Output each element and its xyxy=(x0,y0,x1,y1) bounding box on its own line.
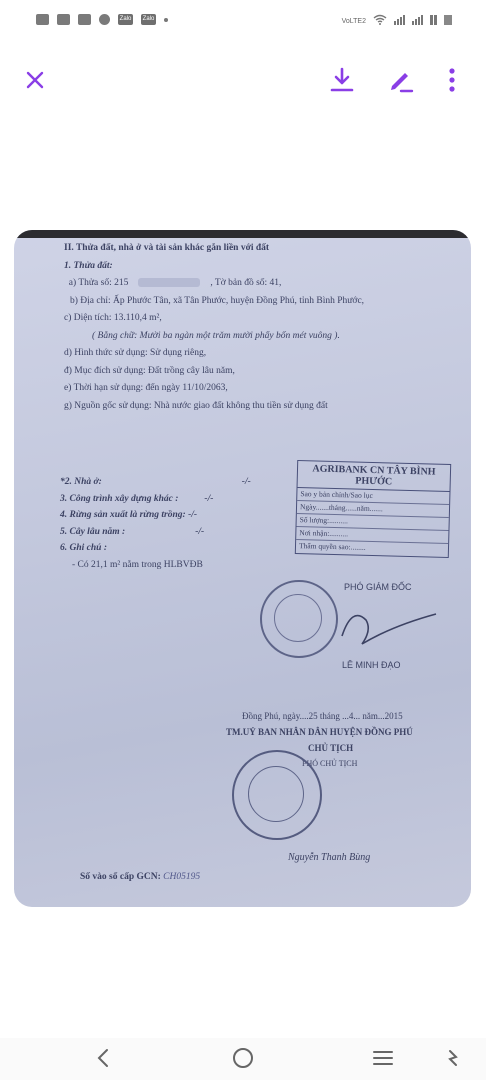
issuer-line1: TM.UỶ BAN NHÂN DÂN HUYỆN ĐỒNG PHÚ xyxy=(226,727,413,737)
recents-icon xyxy=(372,1049,394,1067)
signal-icon xyxy=(394,15,405,25)
back-button[interactable] xyxy=(86,1042,120,1074)
gcn-number-line xyxy=(80,872,200,882)
photos-icon xyxy=(36,14,49,25)
usage-form: d) Hình thức sử dụng: Sử dụng riêng, xyxy=(64,348,207,358)
zalo-icon: Zalo xyxy=(118,14,133,25)
news-icon xyxy=(78,14,91,25)
deputy-name: LÊ MINH ĐẠO xyxy=(342,660,401,670)
edit-button[interactable] xyxy=(383,62,419,98)
gcn-value: CH05195 xyxy=(163,872,201,882)
app-toolbar xyxy=(0,52,486,108)
signal-icon-2 xyxy=(412,15,423,25)
status-left-icons xyxy=(36,14,168,25)
dot-icon xyxy=(164,18,168,22)
gallery-icon xyxy=(57,14,70,25)
works-value: -/- xyxy=(204,493,214,504)
perennial-label: 5. Cây lâu năm : xyxy=(60,526,126,537)
issuer-line2: CHỦ TỊCH xyxy=(308,743,354,753)
more-options-button[interactable] xyxy=(434,62,470,98)
note-title: 6. Ghi chú : xyxy=(60,543,107,553)
map-sheet: , Tờ bản đồ số: 41, xyxy=(210,278,282,288)
stamp-row: Ngày.......tháng......năm....... xyxy=(297,501,449,518)
close-icon xyxy=(24,69,46,91)
other-assets-section xyxy=(60,474,251,573)
parcel-number: a) Thửa số: 215 xyxy=(68,278,129,288)
battery-icon xyxy=(444,15,452,25)
usage-purpose: đ) Mục đích sử dụng: Đất trồng cây lâu năm, xyxy=(64,365,235,376)
section-title: II. Thửa đất, nhà ở và tài sản khác gắn liền với đất xyxy=(64,243,270,253)
system-nav-bar xyxy=(0,1038,486,1080)
issuer-line3: PHÓ CHỦ TỊCH xyxy=(302,759,358,768)
wifi-icon xyxy=(373,14,387,25)
zalo-icon: Zalo xyxy=(141,14,156,25)
status-right-icons xyxy=(342,14,452,25)
parcel-title: 1. Thửa đất: xyxy=(64,260,113,271)
status-bar xyxy=(0,0,486,44)
forest-label: 4. Rừng sản xuất là rừng trồng xyxy=(60,510,183,520)
note-body: - Có 21,1 m² nằm trong HLBVĐB xyxy=(72,559,203,570)
house-value: -/- xyxy=(241,477,251,487)
usage-origin: g) Nguồn gốc sử dụng: Nhà nước giao đất không thu tiền sử dụng đất xyxy=(64,400,328,411)
forest-value: : -/- xyxy=(182,510,198,520)
deputy-title: PHÓ GIÁM ĐỐC xyxy=(344,582,412,592)
stamp-title: AGRIBANK CN TÂY BÌNH PHƯỚC xyxy=(298,461,451,492)
redacted-area xyxy=(138,278,200,287)
bank-seal xyxy=(260,580,338,658)
parcel-number-line xyxy=(64,275,464,293)
accessibility-button[interactable] xyxy=(436,1042,470,1074)
area-words: ( Bằng chữ: Mười ba ngàn một trăm mười phẩy bốn mét vuông ). xyxy=(92,330,340,341)
more-icon xyxy=(448,67,456,93)
accessibility-icon xyxy=(446,1048,460,1068)
document-image[interactable] xyxy=(14,230,471,907)
stamp-row: Nơi nhận:.......... xyxy=(296,527,448,544)
stamp-row: Số lượng:.......... xyxy=(297,514,449,531)
back-icon xyxy=(96,1048,110,1068)
edit-icon xyxy=(387,66,415,94)
perennial-value: -/- xyxy=(195,526,205,537)
stamp-row: Sao y bản chính/Sao lục xyxy=(297,488,449,505)
data-icon xyxy=(430,15,437,25)
committee-seal xyxy=(232,750,322,840)
land-info-section xyxy=(64,240,464,415)
close-button[interactable] xyxy=(17,62,53,98)
usage-term: e) Thời hạn sử dụng: đến ngày 11/10/2063, xyxy=(64,383,228,393)
address: b) Địa chỉ: Ấp Phước Tân, xã Tân Phước, huyện Đồng Phú, tỉnh Bình Phước, xyxy=(70,295,365,306)
stamp-row: Thẩm quyền sao:........ xyxy=(298,541,366,552)
gcn-label: Số vào sổ cấp GCN: xyxy=(80,872,161,882)
home-icon xyxy=(232,1047,254,1069)
home-button[interactable] xyxy=(226,1042,260,1074)
recents-button[interactable] xyxy=(366,1042,400,1074)
download-icon xyxy=(329,66,355,94)
download-button[interactable] xyxy=(324,62,360,98)
document-edge xyxy=(14,230,471,238)
works-label: 3. Công trình xây dựng khác : xyxy=(60,493,179,504)
volte-label: VoLTE2 xyxy=(341,18,366,25)
signer-name: Nguyễn Thanh Bùng xyxy=(288,852,371,863)
place-date: Đồng Phú, ngày....25 tháng ...4... năm...2015 xyxy=(242,711,403,721)
area: c) Diện tích: 13.110,4 m², xyxy=(64,313,162,323)
house-label: *2. Nhà ở: xyxy=(60,477,102,487)
messenger-icon xyxy=(99,14,110,25)
deputy-signature xyxy=(332,596,442,656)
certified-copy-stamp xyxy=(295,460,451,558)
